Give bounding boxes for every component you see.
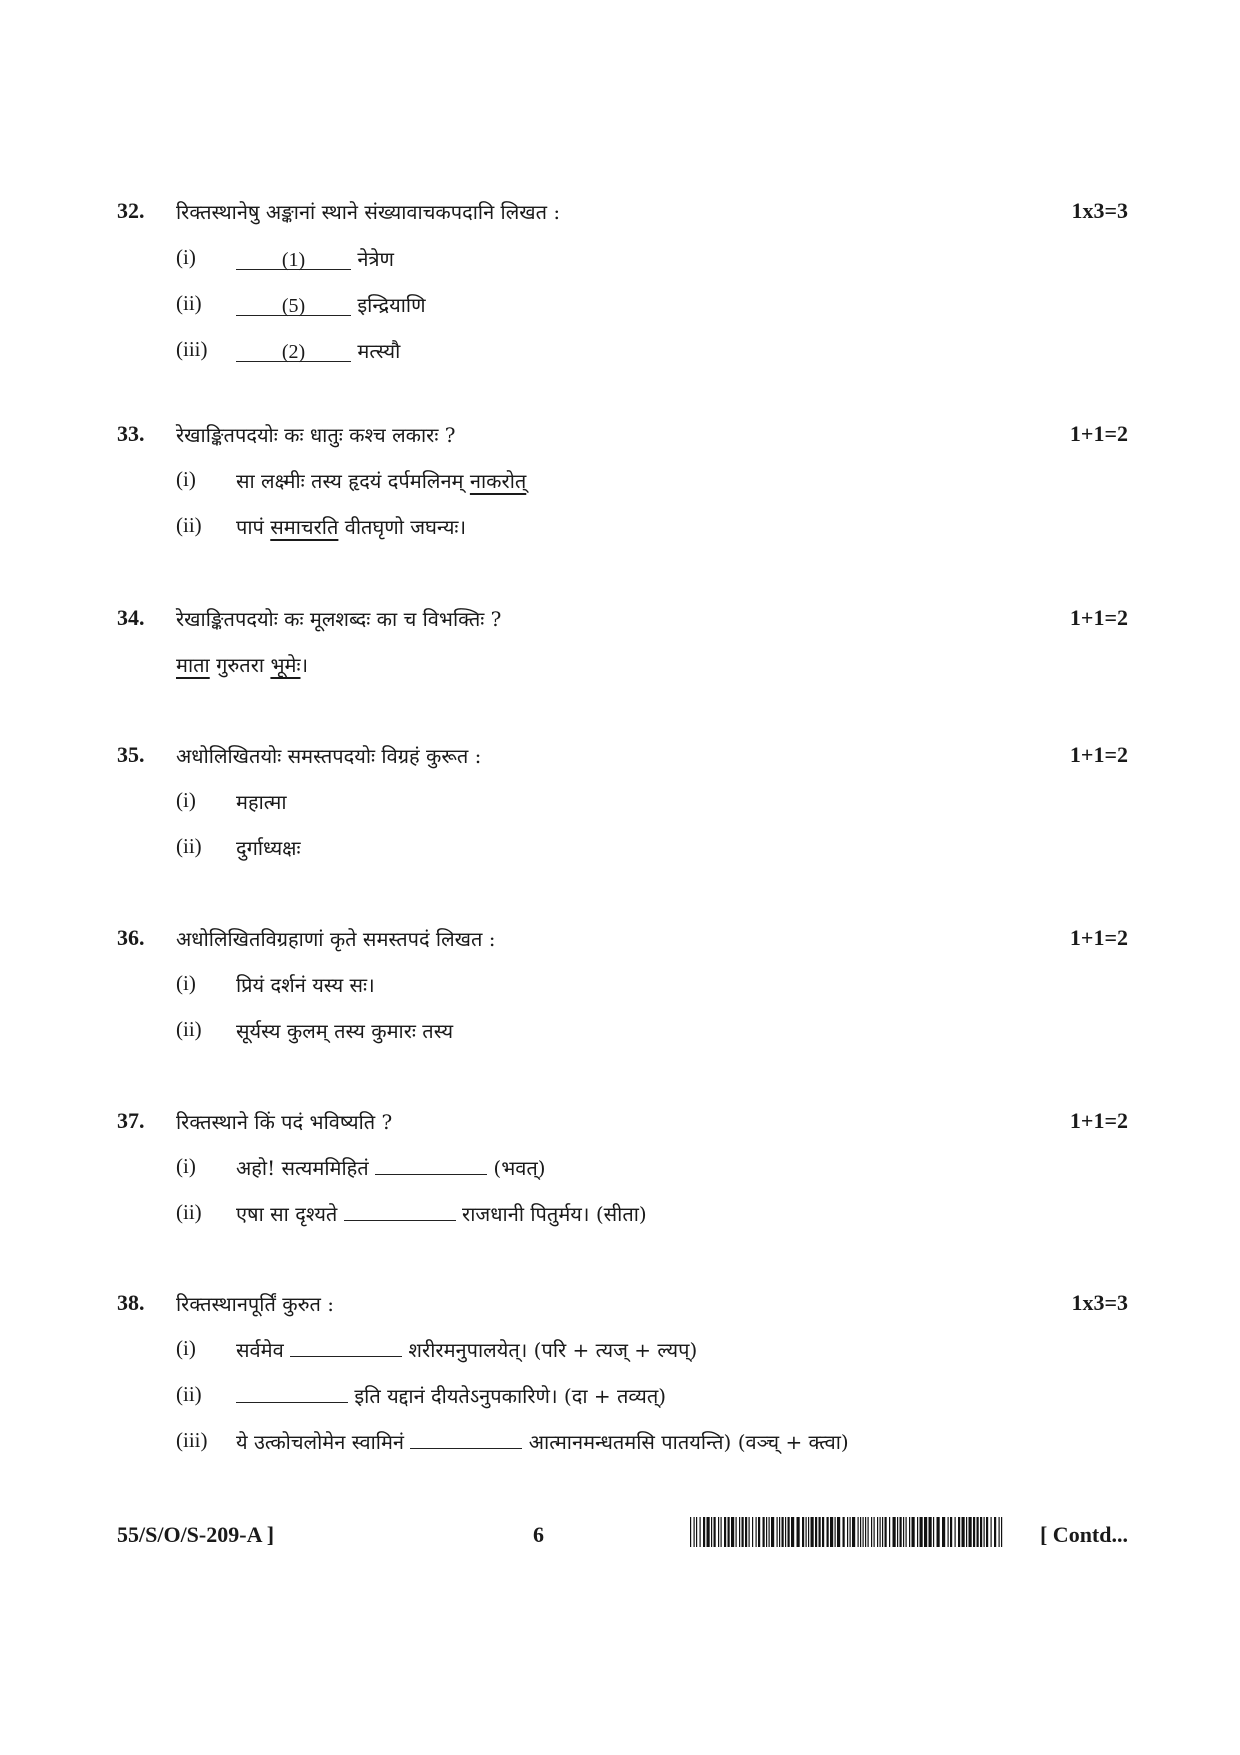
page-number: 6 xyxy=(533,1522,544,1547)
item-roman: (iii) xyxy=(176,337,208,361)
item-text: (5) इन्द्रियाणि xyxy=(236,291,426,318)
marks: 1+1=2 xyxy=(1069,925,1128,950)
marks: 1x3=3 xyxy=(1071,1290,1128,1315)
answer-blank[interactable] xyxy=(344,1204,456,1221)
underlined-word: भूमेः xyxy=(270,653,301,677)
item-roman: (ii) xyxy=(176,834,202,858)
item-text: प्रियं दर्शनं यस्य सः। xyxy=(236,973,375,997)
filled-blank: (1) xyxy=(236,251,351,270)
sentence-text: माता गुरुतरा भूमेः। xyxy=(176,653,309,677)
question-text: अधोलिखितविग्रहाणां कृते समस्तपदं लिखत : xyxy=(176,927,496,951)
item-text: महात्मा xyxy=(236,790,287,814)
marks: 1+1=2 xyxy=(1069,605,1128,630)
question-number: 32. xyxy=(117,198,145,223)
item-roman: (ii) xyxy=(176,513,202,537)
item-roman: (i) xyxy=(176,1154,196,1178)
question-text: अधोलिखितयोः समस्तपदयोः विग्रहं कुरूत : xyxy=(176,744,482,768)
item-roman: (iii) xyxy=(176,1428,208,1452)
question-text: रेखाङ्कितपदयोः कः धातुः कश्च लकारः ? xyxy=(176,423,456,447)
item-roman: (ii) xyxy=(176,291,202,315)
item-roman: (i) xyxy=(176,788,196,812)
underlined-word: समाचरति xyxy=(270,515,339,539)
marks: 1+1=2 xyxy=(1069,421,1128,446)
item-text: दुर्गाध्यक्षः xyxy=(236,836,301,860)
item-text: सूर्यस्य कुलम् तस्य कुमारः तस्य xyxy=(236,1019,454,1043)
item-text: ये उत्कोचलोमेन स्वामिनं आत्मानमन्धतमसि पातयन्ति) (वञ्च् + क्त्वा) xyxy=(236,1430,849,1454)
question-text: रिक्तस्थाने किं पदं भविष्यति ? xyxy=(176,1110,393,1134)
filled-blank: (5) xyxy=(236,297,351,316)
item-roman: (i) xyxy=(176,467,196,491)
item-text: इति यद्दानं दीयतेऽनुपकारिणे। (दा + तव्यत्) xyxy=(236,1382,666,1409)
marks: 1+1=2 xyxy=(1069,742,1128,767)
underlined-word: नाकरोत् xyxy=(469,469,527,493)
item-text: एषा सा दृश्यते राजधानी पितुर्मय। (सीता) xyxy=(236,1202,647,1226)
filled-blank: (2) xyxy=(236,343,351,362)
paper-code: 55/S/O/S-209-A ] xyxy=(117,1522,275,1547)
item-roman: (i) xyxy=(176,971,196,995)
question-number: 35. xyxy=(117,742,145,767)
question-number: 38. xyxy=(117,1290,145,1315)
item-text: पापं समाचरति वीतघृणो जघन्यः। xyxy=(236,515,467,539)
marks: 1x3=3 xyxy=(1071,198,1128,223)
barcode-icon xyxy=(690,1517,1005,1547)
item-text: (2) मत्स्यौ xyxy=(236,337,400,364)
question-number: 36. xyxy=(117,925,145,950)
question-number: 37. xyxy=(117,1108,145,1133)
question-number: 34. xyxy=(117,605,145,630)
item-roman: (ii) xyxy=(176,1017,202,1041)
item-roman: (i) xyxy=(176,1336,196,1360)
continued-label: [ Contd... xyxy=(1039,1522,1128,1547)
underlined-word: माता xyxy=(176,653,210,677)
item-roman: (i) xyxy=(176,245,196,269)
item-roman: (ii) xyxy=(176,1382,202,1406)
question-text: रेखाङ्कितपदयोः कः मूलशब्दः का च विभक्तिः ? xyxy=(176,607,502,631)
answer-blank[interactable] xyxy=(236,1386,348,1403)
answer-blank[interactable] xyxy=(410,1432,522,1449)
item-text: अहो! सत्यममिहितं (भवत्) xyxy=(236,1156,546,1180)
question-text: रिक्तस्थानपूर्तिं कुरुत : xyxy=(176,1292,335,1316)
item-roman: (ii) xyxy=(176,1200,202,1224)
question-text: रिक्तस्थानेषु अङ्कानां स्थाने संख्यावाचकपदानि लिखत : xyxy=(176,200,561,224)
item-text: सर्वमेव शरीरमनुपालयेत्। (परि + त्यज् + ल्यप्) xyxy=(236,1338,698,1362)
marks: 1+1=2 xyxy=(1069,1108,1128,1133)
question-number: 33. xyxy=(117,421,145,446)
answer-blank[interactable] xyxy=(290,1340,402,1357)
item-text: सा लक्ष्मीः तस्य हृदयं दर्पमलिनम् नाकरोत् xyxy=(236,469,527,493)
answer-blank[interactable] xyxy=(375,1158,487,1175)
item-text: (1) नेत्रेण xyxy=(236,245,394,272)
